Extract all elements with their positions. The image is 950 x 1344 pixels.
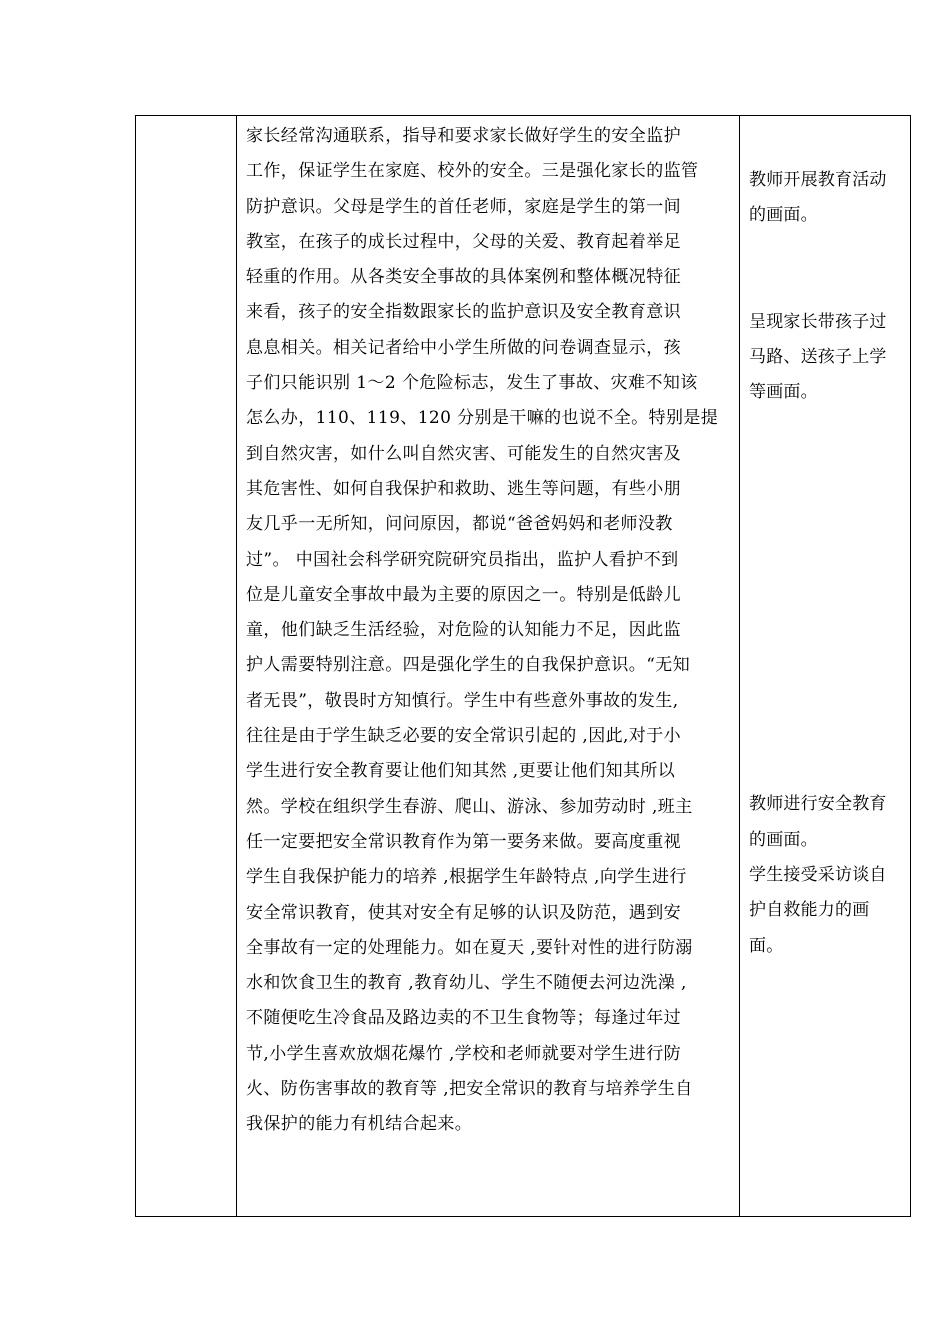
main-body-text: 家长经常沟通联系，指导和要求家长做好学生的安全监护 工作，保证学生在家庭、校外的安全。三是强化家长的监管 防护意识。父母是学生的首任老师，家庭是学生的第一间 教室，在孩子的成长过程中，父母的关爱、教育起着举足 轻重的作用。从各类安全事故的具体案例和整体概况特征 来看，孩子的安全指数跟家长的监护意识及安全教育意识 息息相关。相关记者给中小学生所做的问卷调查显示，孩 子们只能识别 1～2 个危险标志，发生了事故、灾难不知该 怎么办，110、119、120 分别是干嘛的也说不全。特别是提 到自然灾害，如什么叫自然灾害、可能发生的自然灾害及 其危害性、如何自我保护和救助、逃生等问题，有些小朋 友几乎一无所知，问问原因，都说“爸爸妈妈和老师没教 过”。 中国社会科学研究院研究员指出，监护人看护不到 位是儿童安全事故中最为主要的原因之一。特别是低龄儿 童，他们缺乏生活经验，对危险的认知能力不足，因此监 护人需要特别注意。四是强化学生的自我保护意识。“无知 者无畏”，敬畏时方知慎行。学生中有些意外事故的发生, 往往是由于学生缺乏必要的安全常识引起的 ,因此,对于小 学生进行安全教育要让他们知其然 ,更要让他们知其所以 然。学校在组织学生春游、爬山、游泳、参加劳动时 ,班主 任一定要把安全常识教育作为第一要务来做。要高度重视 学生自我保护能力的培养 ,根据学生年龄特点 ,向学生进行 安全常识教育，使其对安全有足够的认识及防范，遇到安 全事故有一定的处理能力。如在夏天 ,要针对性的进行防溺 水和饮食卫生的教育 ,教育幼儿、学生不随便去河边洗澡 , 不随便吃生冷食品及路边卖的不卫生食物等；每逢过年过 节,小学生喜欢放烟花爆竹 ,学校和老师就要对学生进行防 火、防伤害事故的教育等 ,把安全常识的教育与培养学生自 我保护的能力有机结合起来。 (246, 126, 719, 1135)
note-safety-education-interview: 教师进行安全教育 的画面。 学生接受采访谈自 护自救能力的画 面。 (749, 794, 887, 956)
note-teacher-activity: 教师开展教育活动 的画面。 (749, 170, 887, 226)
table-main-column (237, 116, 740, 1216)
table-notes-column (740, 116, 910, 1216)
document-table (135, 115, 911, 1217)
note-parent-child-road: 呈现家长带孩子过 马路、送孩子上学 等画面。 (749, 311, 887, 403)
table-left-column (136, 116, 237, 1216)
